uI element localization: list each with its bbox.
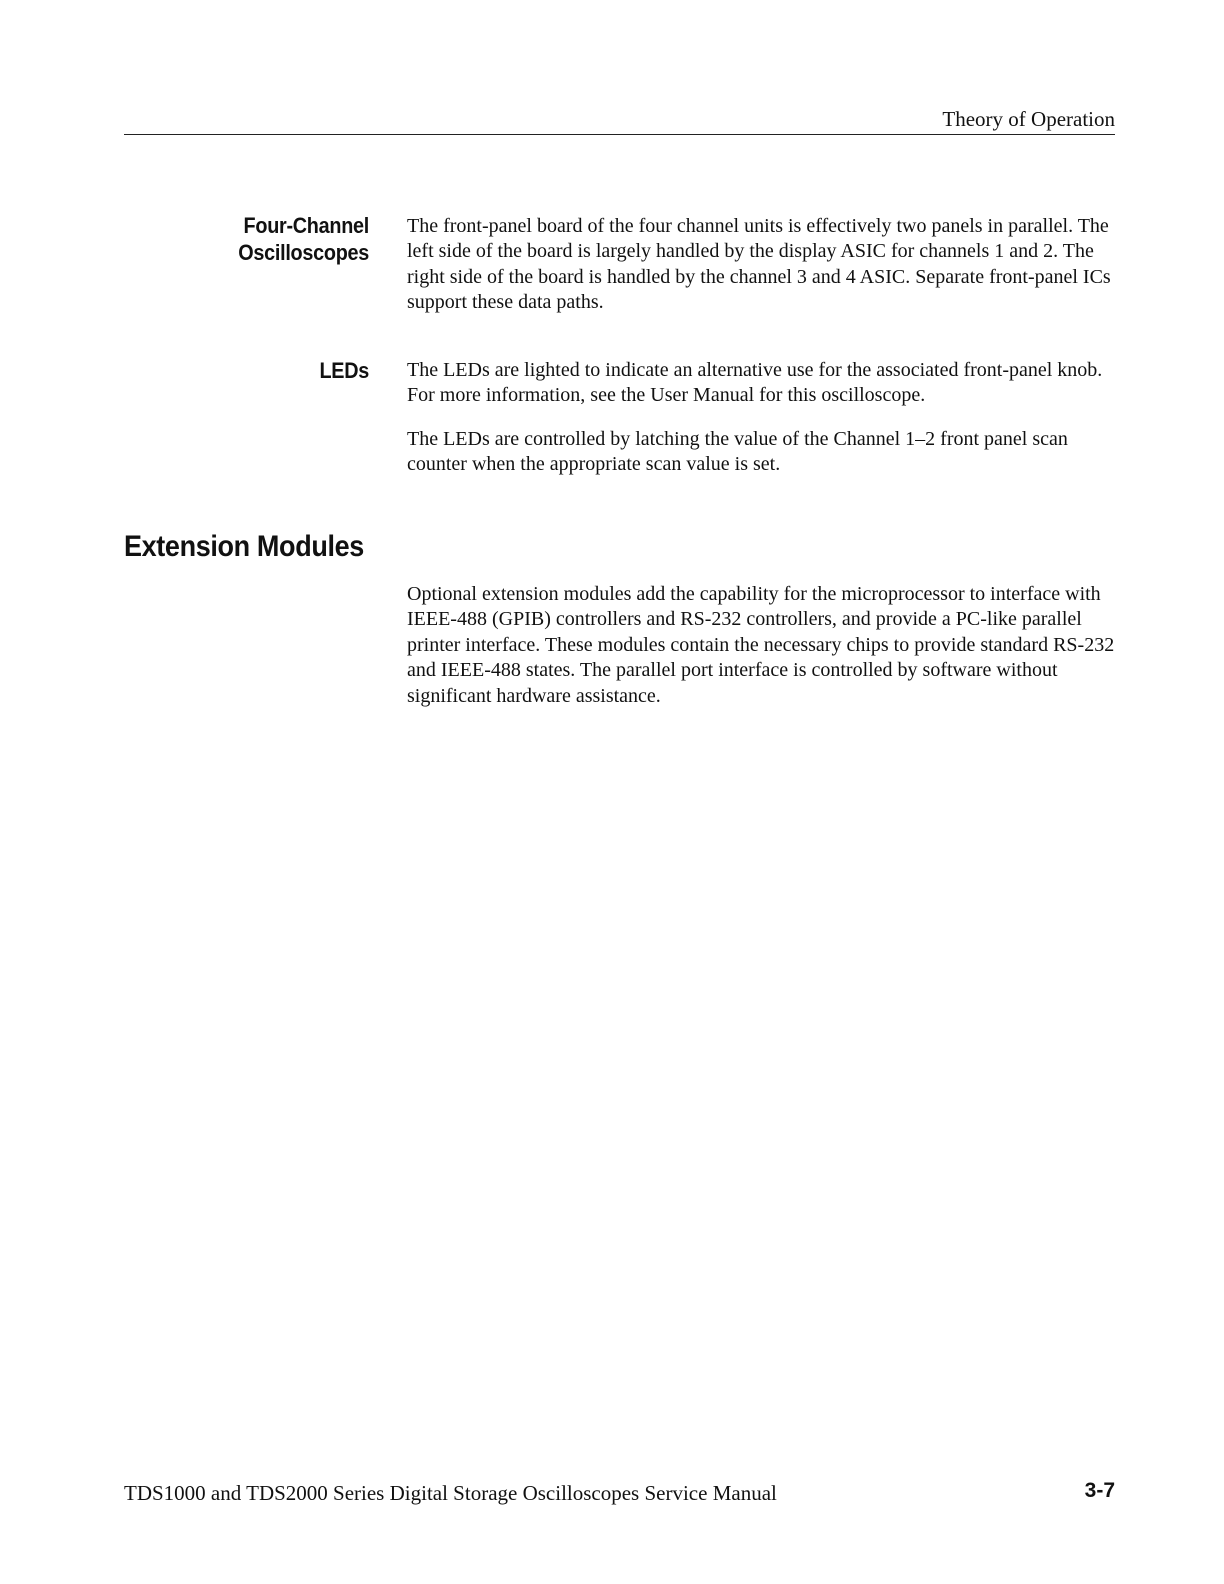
four-channel-heading xyxy=(149,212,370,266)
running-header xyxy=(124,106,1115,135)
four-channel-heading-line1: Four-Channel xyxy=(243,213,369,238)
running-header-title: Theory of Operation xyxy=(942,107,1115,131)
extension-modules-body xyxy=(407,582,1119,709)
footer-manual-title: TDS1000 and TDS2000 Series Digital Storage Oscilloscopes Service Manual xyxy=(124,1481,777,1505)
leds-heading-text: LEDs xyxy=(319,358,369,383)
extension-modules-paragraph: Optional extension modules add the capability for the microprocessor to interface with IEEE-488 (GPIB) controllers and RS-232 controllers, and provide a PC-like parallel printer interface. These modules contain the necessary chips to provide standard RS-232 and IEEE-488 states. The parallel port interface is controlled by software without significant hardware assistance. xyxy=(407,583,1115,707)
four-channel-heading-line2: Oscilloscopes xyxy=(238,240,369,265)
extension-modules-title: Extension Modules xyxy=(124,530,364,563)
four-channel-body xyxy=(407,214,1119,316)
four-channel-paragraph: The front-panel board of the four channel units is effectively two panels in parallel. The left side of the board is largely handled by the display ASIC for channels 1 and 2. The right side of the board is handled by the channel 3 and 4 ASIC. Separate front-panel ICs support these data paths. xyxy=(407,215,1111,314)
leds-paragraph-1: The LEDs are lighted to indicate an alternative use for the associated front-panel knob. For more information, see the User Manual for this oscilloscope. xyxy=(407,359,1103,407)
footer-page-number: 3-7 xyxy=(1084,1479,1115,1502)
leds-body xyxy=(407,358,1119,409)
leds-heading xyxy=(149,357,370,384)
leds-paragraph-2: The LEDs are controlled by latching the value of the Channel 1–2 front panel scan counter when the appropriate scan value is set. xyxy=(407,428,1068,476)
leds-body-2 xyxy=(407,427,1119,478)
